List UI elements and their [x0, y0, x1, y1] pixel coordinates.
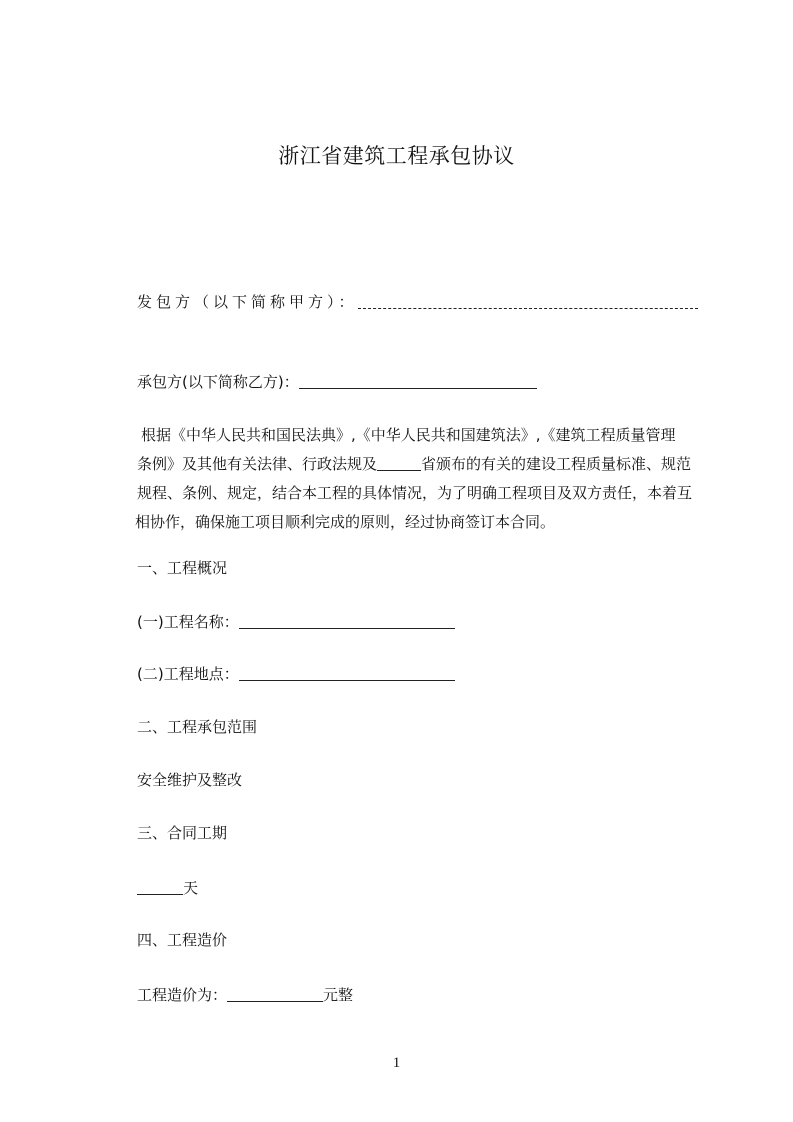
page-number: 1 [392, 1055, 401, 1071]
section-1-heading: 一、工程概况 [137, 559, 228, 577]
project-name-line [137, 612, 455, 631]
section-3-heading: 三、合同工期 [137, 824, 228, 842]
preamble-line-3: 规程、条例、规定，结合本工程的具体情况，为了明确工程项目及双方责任，本着互 [137, 484, 693, 502]
party-a-blank[interactable] [358, 294, 698, 309]
province-blank[interactable] [377, 456, 421, 471]
party-b-label: 承包方(以下简称乙方)： [137, 373, 299, 391]
price-line [137, 985, 353, 1004]
party-a-label: 发包方（以下简称甲方）： [137, 293, 358, 311]
price-blank[interactable] [227, 987, 323, 1002]
preamble-line-2: 条例》及其他有关法律、行政法规及 省颁布的有关的建设工程质量标准、规范 [137, 455, 692, 473]
project-location-blank[interactable] [239, 666, 455, 681]
party-a-line [137, 292, 698, 311]
section-4-heading: 四、工程造价 [137, 931, 228, 949]
party-b-line [137, 372, 537, 391]
project-name-blank[interactable] [239, 614, 455, 629]
document-title: 浙江省建筑工程承包协议 [278, 144, 515, 168]
preamble-line-1: 根据《中华人民共和国民法典》,《中华人民共和国建筑法》,《建筑工程质量管理 [141, 426, 676, 444]
price-label: 工程造价为： [137, 986, 228, 1004]
project-name-label: (一)工程名称： [137, 613, 239, 631]
preamble-line-4: 相协作，确保施工项目顺利完成的原则，经过协商签订本合同。 [135, 513, 556, 531]
preamble-paragraph [136, 421, 702, 537]
project-location-line [137, 664, 455, 683]
duration-unit: 天 [183, 879, 199, 897]
scope-text: 安全维护及整改 [137, 771, 243, 789]
price-unit: 元整 [323, 986, 354, 1004]
project-location-label: (二)工程地点： [137, 665, 239, 683]
duration-line [137, 878, 198, 897]
party-b-blank[interactable] [299, 374, 537, 389]
section-2-heading: 二、工程承包范围 [137, 718, 258, 736]
duration-blank[interactable] [137, 880, 183, 895]
